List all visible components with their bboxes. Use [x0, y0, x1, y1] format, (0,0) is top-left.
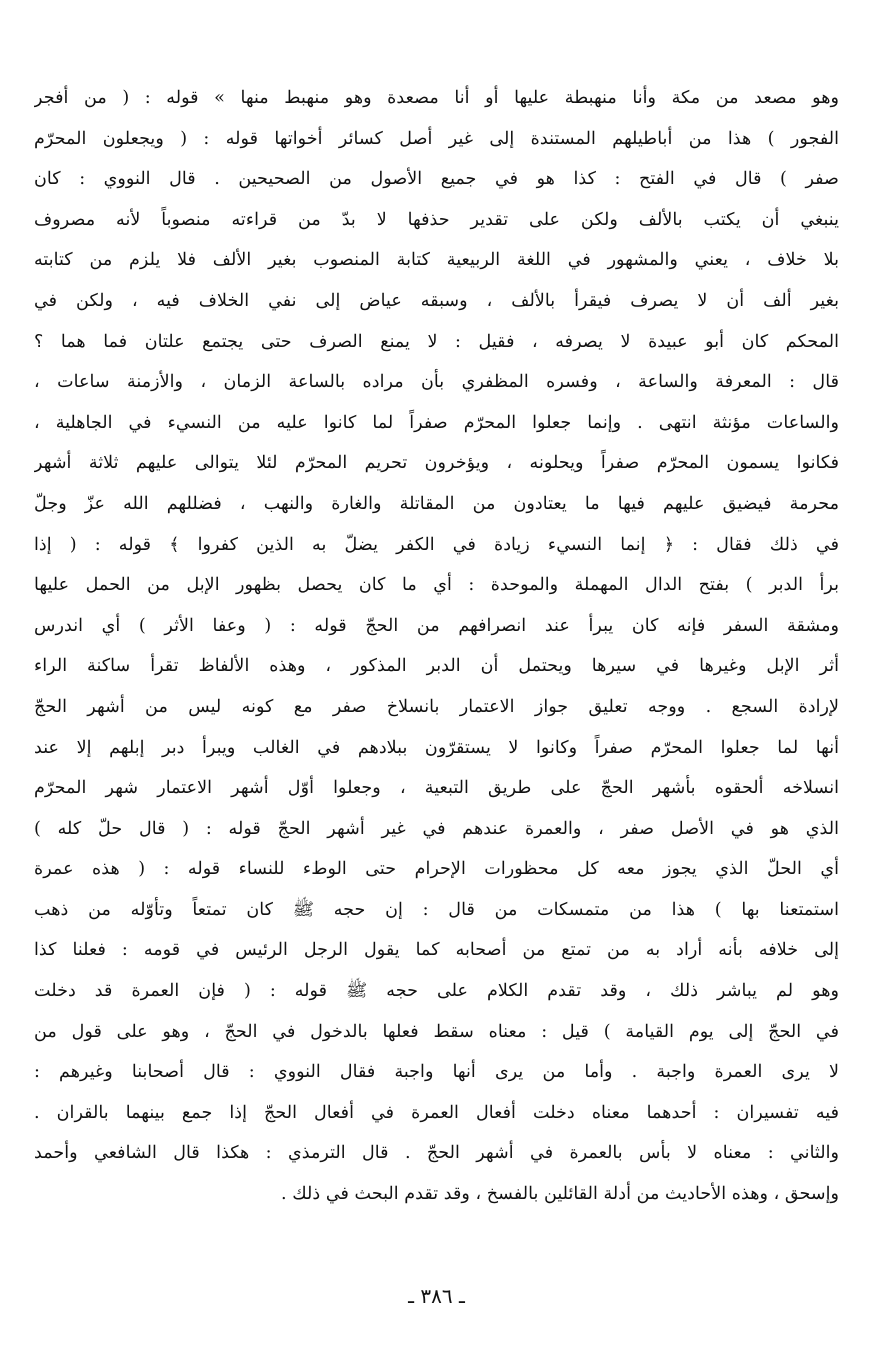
text-line: في ذلك فقال : ﴿ إنما النسيء زيادة في الكفر يضلّ به الذين كفروا ﴾ قوله : ( إذا — [34, 534, 839, 555]
text-line: والساعات مؤنثة انتهى . وإنما جعلوا المحرّم صفراً لما كانوا عليه من النسيء في الجاهلية ، — [34, 412, 839, 433]
text-line: المحكم كان أبو عبيدة لا يصرفه ، فقيل : لا يمنع الصرف حتى يجتمع علتان فما هما ؟ — [34, 331, 839, 352]
text-line: فكانوا يسمون المحرّم صفراً ويحلونه ، ويؤخرون تحريم المحرّم لئلا يتوالى عليهم ثلاثة أشهر — [34, 453, 839, 474]
text-line: في الحجّ إلى يوم القيامة ) قيل : معناه سقط فعلها بالدخول في الحجّ ، وهو على قول من — [34, 1021, 839, 1042]
text-line: برأ الدبر ) بفتح الدال المهملة والموحدة : أي ما كان يحصل بظهور الإبل من الحمل عليها — [34, 575, 839, 596]
text-line: بلا خلاف ، يعني والمشهور في اللغة الربيعية كتابة المنصوب بغير الألف فلا يلزم من كتابته — [34, 250, 839, 271]
text-line: صفر ) قال في الفتح : كذا هو في جميع الأصول من الصحيحين . قال النووي : كان — [34, 169, 839, 190]
text-line: ينبغي أن يكتب بالألف ولكن على تقدير حذفها لا بدّ من قراءته منصوباً لأنه مصروف — [34, 209, 839, 230]
text-line: وإسحق ، وهذه الأحاديث من أدلة القائلين بالفسخ ، وقد تقدم البحث في ذلك . — [281, 1184, 839, 1205]
text-line: أنها لما جعلوا المحرّم صفراً وكانوا لا يستقرّون ببلادهم في الغالب ويبرأ دبر إبلهم إلا عند — [34, 737, 839, 758]
body-text — [34, 78, 839, 1215]
text-line: فيه تفسيران : أحدهما معناه دخلت أفعال العمرة في أفعال الحجّ إذا جمع بينهما بالقران . — [34, 1102, 839, 1123]
text-line: الذي هو في الأصل صفر ، والعمرة عندهم في غير أشهر الحجّ قوله : ( قال حلّ كله ) — [34, 818, 839, 839]
text-line: قال : المعرفة والساعة ، وفسره المظفري بأن مراده بالساعة الزمان ، والأزمنة ساعات ، — [34, 372, 839, 393]
text-line: ومشقة السفر فإنه كان يبرأ عند انصرافهم من الحجّ قوله : ( وعفا الأثر ) أي اندرس — [34, 615, 839, 636]
text-line: محرمة فيضيق عليهم فيها ما يعتادون من المقاتلة والغارة والنهب ، فضللهم الله عزّ وجلّ — [34, 493, 839, 514]
text-line: لا يرى العمرة واجبة . وأما من يرى أنها واجبة فقال النووي : قال أصحابنا وغيرهم : — [34, 1062, 839, 1083]
text-line: بغير ألف أن لا يصرف فيقرأ بالألف ، وسبقه عياض إلى نفي الخلاف فيه ، ولكن في — [34, 290, 839, 311]
text-line: أثر الإبل وغيرها في سيرها ويحتمل أن الدبر المذكور ، وهذه الألفاظ تقرأ ساكنة الراء — [34, 656, 839, 677]
text-line: والثاني : معناه لا بأس بالعمرة في أشهر الحجّ . قال الترمذي : هكذا قال الشافعي وأحمد — [34, 1143, 839, 1164]
text-line: لإرادة السجع . ووجه تعليق جواز الاعتمار بانسلاخ صفر مع كونه ليس من أشهر الحجّ — [34, 696, 839, 717]
text-line: إلى خلافه بأنه أراد به من تمتع من أصحابه كما يقول الرجل الرئيس في قومه : فعلنا كذا — [34, 940, 839, 961]
text-line: انسلاخه ألحقوه بأشهر الحجّ على طريق التبعية ، وجعلوا أوّل أشهر الاعتمار شهر المحرّم — [34, 778, 839, 799]
page-number: ـ ٣٨٦ ـ — [408, 1284, 465, 1308]
text-line: وهو لم يباشر ذلك ، وقد تقدم الكلام على حجه ﷺ قوله : ( فإن العمرة قد دخلت — [34, 981, 839, 1002]
text-line: استمتعنا بها ) هذا من متمسكات من قال : إن حجه ﷺ كان تمتعاً وتأوّله من ذهب — [34, 899, 839, 920]
text-line: أي الحلّ الذي يجوز معه كل محظورات الإحرام حتى الوطء للنساء قوله : ( هذه عمرة — [34, 859, 839, 880]
text-line: وهو مصعد من مكة وأنا منهبطة عليها أو أنا مصعدة وهو منهبط منها » قوله : ( من أفجر — [34, 88, 839, 108]
text-line: الفجور ) هذا من أباطيلهم المستندة إلى غير أصل كسائر أخواتها قوله : ( ويجعلون المحرّم — [34, 128, 839, 149]
